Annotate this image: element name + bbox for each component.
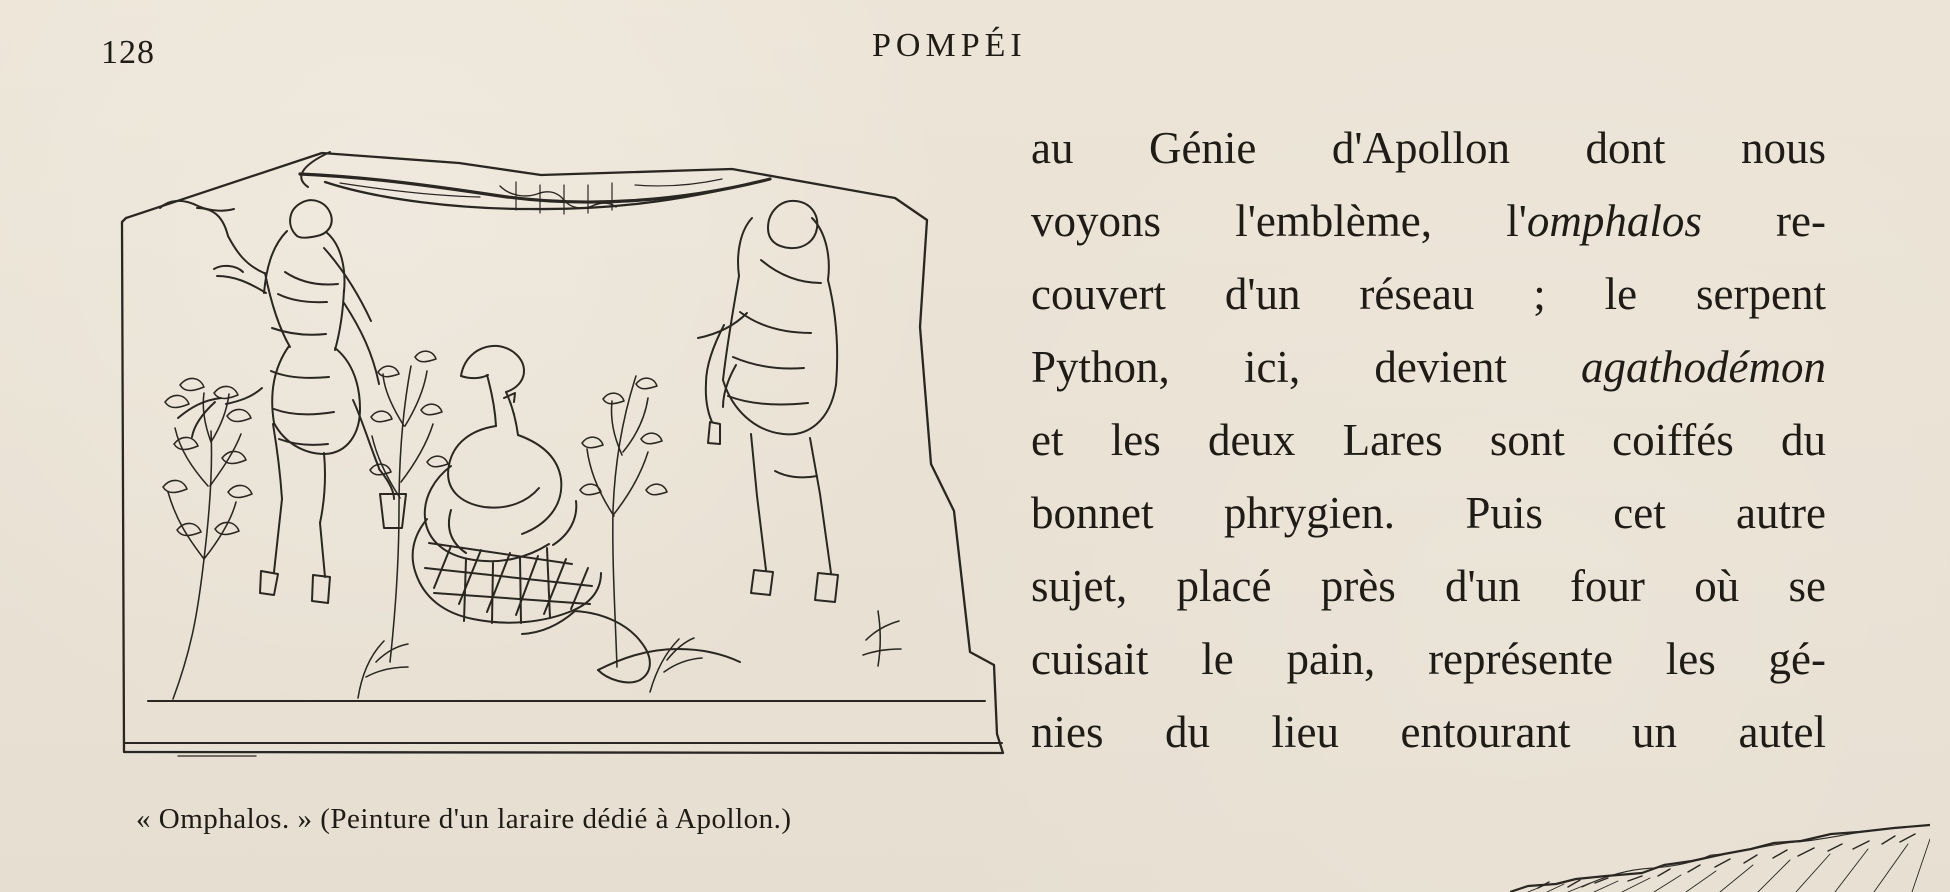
- text-line-4: [1031, 331, 1826, 404]
- text-line-7: sujet, placé près d'un four où se: [1031, 561, 1826, 611]
- text-line-3: couvert d'un réseau ; le serpent: [1031, 269, 1826, 319]
- bottom-engraving: [1510, 820, 1930, 892]
- text-line-6: bonnet phrygien. Puis cet autre: [1031, 488, 1826, 538]
- text-line-2-prefix: voyons l'emblème, l': [1031, 196, 1527, 246]
- text-line-2-suffix: re-: [1701, 196, 1826, 246]
- illustration: [120, 152, 1010, 767]
- page-number: 128: [101, 34, 155, 71]
- text-line-1: au Génie d'Apollon dont nous: [1031, 123, 1826, 173]
- body-text: [1031, 112, 1826, 769]
- text-line-2-italic: omphalos: [1526, 196, 1702, 246]
- text-line-4-prefix: Python, ici, devient: [1031, 342, 1582, 392]
- running-title: POMPÉI: [872, 27, 1027, 64]
- text-line-2: [1031, 185, 1826, 258]
- engraving-fragment: [1510, 820, 1930, 892]
- text-line-9: nies du lieu entourant un autel: [1031, 707, 1826, 757]
- text-line-5: et les deux Lares sont coiffés du: [1031, 415, 1826, 465]
- omphalos-illustration: [120, 152, 1010, 767]
- text-line-8: cuisait le pain, représente les gé-: [1031, 634, 1826, 684]
- figure-caption: « Omphalos. » (Peinture d'un laraire dédié à Apollon.): [136, 803, 792, 835]
- text-line-4-italic: agathodémon: [1581, 342, 1826, 392]
